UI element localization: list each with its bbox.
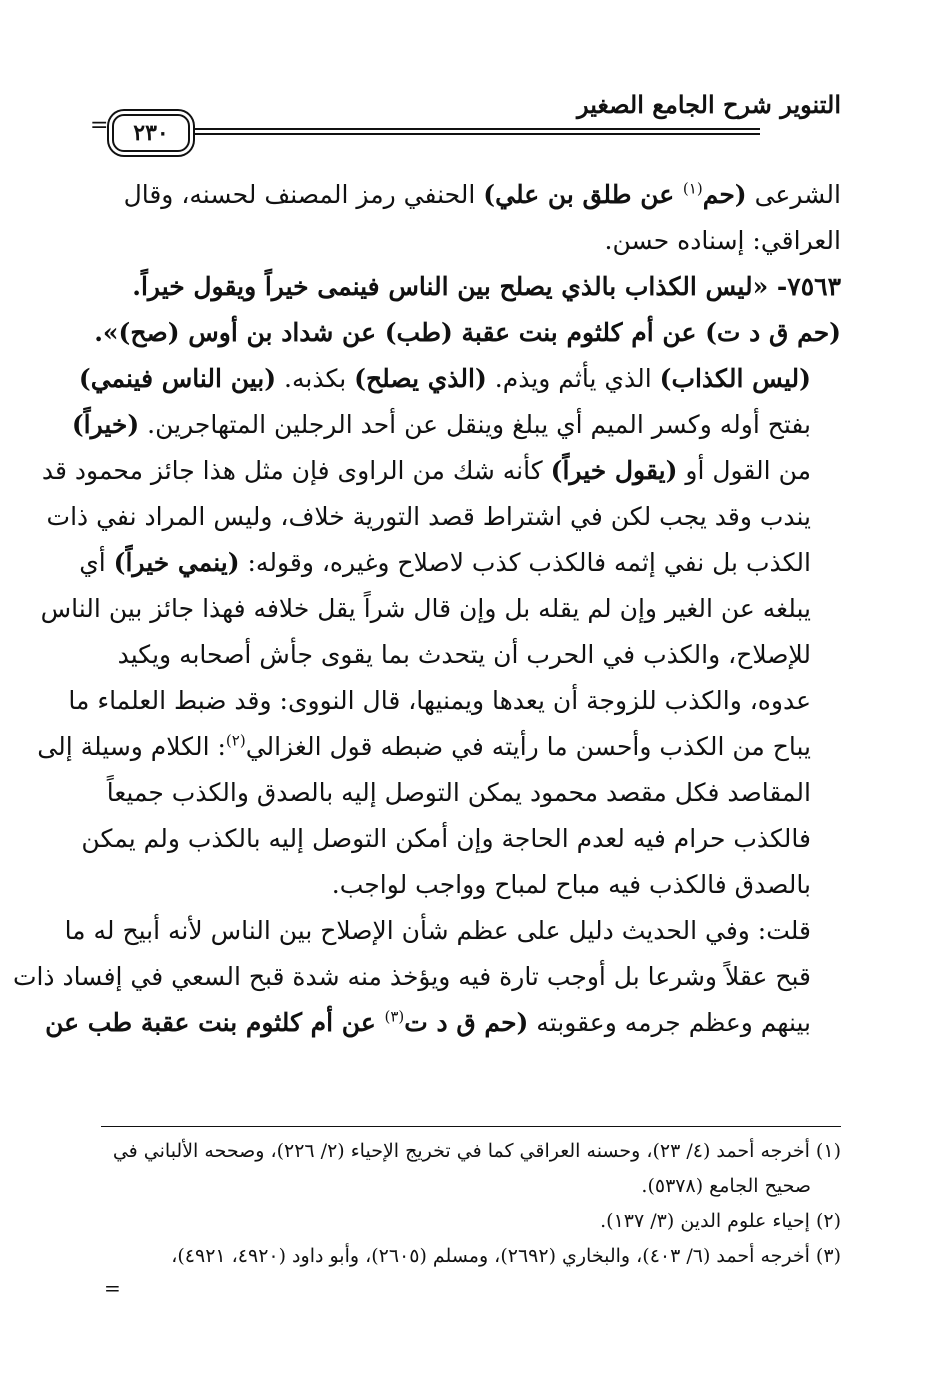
- narrator-bold: عن أم كلثوم بنت عقبة طب عن: [45, 1008, 385, 1037]
- footnote-ref: (٢): [225, 731, 246, 750]
- paragraph-intro: [101, 172, 841, 264]
- footnote-1-continued: صحيح الجامع (٥٣٧٨).: [641, 1175, 811, 1197]
- text-line: قلت: وفي الحديث دليل على عظم شأن الإصلاح بين الناس لأنه أبيح له ما: [64, 916, 811, 945]
- term-bold: (خيراً): [71, 410, 140, 439]
- text-line: الشرعى (حم$^{(١)}$ عن طلق بن علي) الحنفي رمز المصنف لحسنه، وقال: [123, 179, 841, 209]
- text-line: المقاصد فكل مقصد محمود يمكن التوصل إليه بالصدق والكذب جميعاً: [106, 778, 811, 807]
- page-number-badge: ٢٣٠: [112, 114, 190, 152]
- text-line: قبح عقلاً وشرعا بل أوجب تارة فيه ويؤخذ منه شدة قبح السعي في إفساد ذات: [12, 962, 811, 991]
- footnote-3: (٣) أخرجه أحمد (٦/ ٤٠٣)، والبخاري (٢٦٩٢)، ومسلم (٢٦٠٥)، وأبو داود (٤٩٢٠، ٤٩٢١)،: [171, 1245, 841, 1267]
- term-bold: (ليس الكذاب): [659, 364, 811, 393]
- term-bold: (الذي يصلح): [354, 364, 487, 393]
- text-line: عدوه، والكذب للزوجة أن يعدها ويمنيها، قال النووى: وقد ضبط العلماء ما: [68, 686, 811, 715]
- running-header-title: التنوير شرح الجامع الصغير: [577, 90, 841, 119]
- footnote-separator: [101, 1126, 841, 1127]
- main-text: [12, 172, 841, 1046]
- text-line: العراقي: إسناده حسن.: [604, 226, 841, 255]
- paragraph-note: [12, 908, 841, 1046]
- term-bold: (يقول خيراً): [550, 456, 678, 485]
- narrator-bold: عن طلق بن علي): [483, 180, 683, 209]
- footnote-ref: (١): [682, 179, 703, 198]
- hadith-line: ٧٥٦٣- «ليس الكذاب بالذي يصلح بين الناس فينمى خيراً ويقول خيراً.: [132, 272, 841, 301]
- footnotes: [101, 1134, 841, 1274]
- header-continuation-mark: =: [90, 113, 109, 138]
- hadith-line: (حم ق د ت) عن أم كلثوم بنت عقبة (طب) عن شداد بن أوس (صح)».: [94, 318, 841, 347]
- paragraph-commentary: [37, 356, 841, 908]
- term-bold: (بين الناس فينمي): [78, 364, 277, 393]
- text-line: فالكذب حرام فيه لعدم الحاجة وإن أمكن التوصل إليه بالكذب ولم يمكن: [81, 824, 811, 853]
- text-line: من القول أو (يقول خيراً) كأنه شك من الراوى فإن مثل هذا جائز محمود قد: [41, 456, 811, 485]
- footnote-continuation-mark: =: [104, 1276, 121, 1300]
- text-line: بالصدق فالكذب فيه مباح لمباح وواجب لواجب.: [331, 870, 811, 899]
- text-line: بفتح أوله وكسر الميم أي يبلغ وينقل عن أحد الرجلين المتهاجرين. (خيراً): [71, 410, 811, 439]
- header-rule-double: [110, 133, 760, 135]
- footnote-1: (١) أخرجه أحمد (٤/ ٢٣)، وحسنه العراقي كما في تخريج الإحياء (٢/ ٢٢٦)، وصححه الألباني في: [112, 1140, 841, 1162]
- source-code-bold: (حم: [702, 180, 747, 209]
- footnote-2: (٢) إحياء علوم الدين (٣/ ١٣٧).: [600, 1210, 841, 1232]
- text-line: يبلغه عن الغير وإن لم يقله بل وإن قال شراً يقل خلافه فهذا جائز بين الناس: [40, 594, 811, 623]
- text-line: (ليس الكذاب) الذي يأثم ويذم. (الذي يصلح) بكذبه. (بين الناس فينمي): [78, 364, 811, 393]
- text-line: للإصلاح، والكذب في الحرب أن يتحدث بما يقوى جأش أصحابه ويكيد: [117, 640, 811, 669]
- text-line: الكذب بل نفي إثمه فالكذب كذب لاصلاح وغيره، وقوله: (ينمي خيراً) أي: [79, 548, 811, 577]
- source-code-bold: (حم ق د ت: [404, 1008, 529, 1037]
- text-line: بينهم وعظم جرمه وعقوبته (حم ق د ت$^{(٣)}$ عن أم كلثوم بنت عقبة طب عن: [45, 1007, 811, 1037]
- header-rule: [110, 128, 760, 130]
- text-line: يندب وقد يجب لكن في اشتراط قصد التورية خلاف، وليس المراد نفي ذات: [46, 502, 811, 531]
- hadith-text: [94, 264, 841, 356]
- text-line: يباح من الكذب وأحسن ما رأيته في ضبطه قول الغزالي$^{(٢)}$: الكلام وسيلة إلى: [37, 731, 811, 761]
- footnote-ref: (٣): [384, 1007, 405, 1026]
- term-bold: (ينمي خيراً): [113, 548, 240, 577]
